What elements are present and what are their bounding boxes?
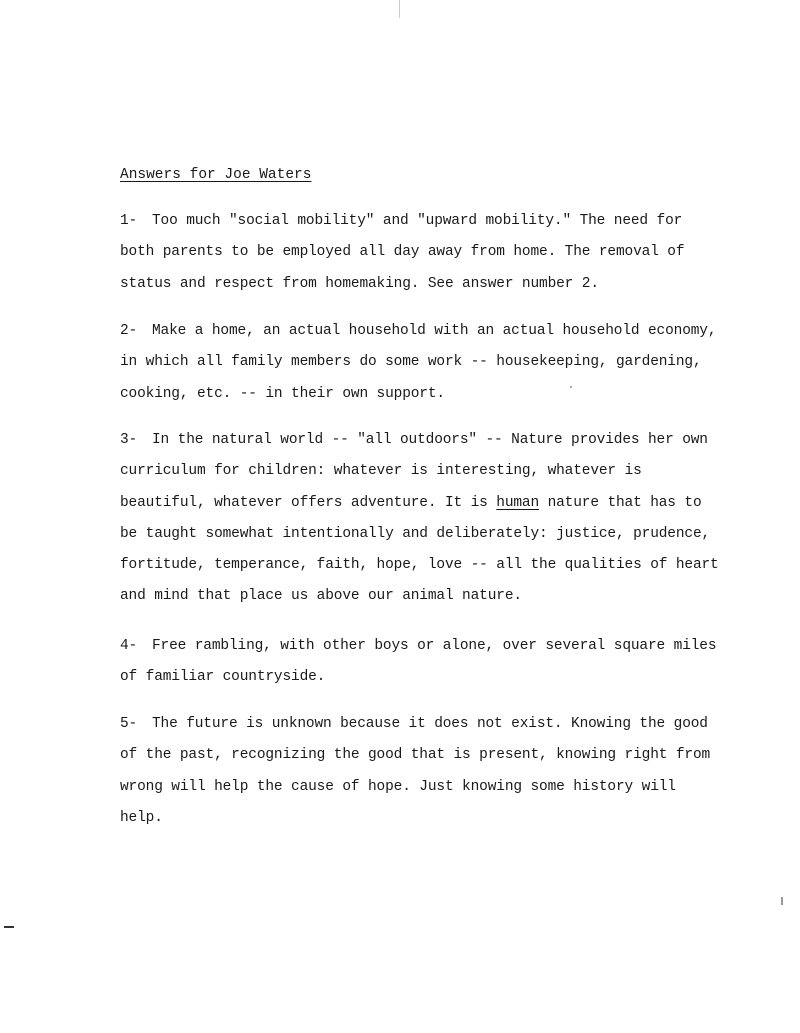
answer-number: 1- bbox=[120, 213, 138, 229]
answer-1 bbox=[120, 206, 720, 300]
answer-5 bbox=[120, 709, 720, 834]
answer-text: Make a home, an actual household with an actual household economy, in which all family members do some work -- housekeeping, gardening, cooking, etc. -- in their own support. bbox=[120, 323, 717, 402]
answer-text-after: nature that has to be taught somewhat intentionally and deliberately: justice, prudence, fortitude, temperance, faith, hope, love -- all the qualities of heart and mind that place us above our animal nature. bbox=[120, 494, 719, 605]
answer-number: 3- bbox=[120, 432, 138, 448]
answer-2 bbox=[120, 316, 720, 410]
answer-text: Free rambling, with other boys or alone, over several square miles of familiar countryside. bbox=[120, 638, 717, 686]
answer-text-before: In the natural world -- "all outdoors" -- Nature provides her own curriculum for children: whatever is interesting, whatever is beautiful, whatever offers adventure. It is bbox=[120, 432, 708, 511]
answer-number: 5- bbox=[120, 716, 138, 732]
answer-emphasis: human bbox=[496, 494, 540, 511]
answer-number: 2- bbox=[120, 323, 138, 339]
scan-mark-top bbox=[399, 0, 400, 18]
scan-mark-left bbox=[4, 926, 14, 928]
answer-number: 4- bbox=[120, 638, 138, 654]
answer-3 bbox=[120, 425, 720, 613]
answer-4 bbox=[120, 631, 720, 694]
document-title: Answers for Joe Waters bbox=[120, 167, 312, 183]
scan-mark-right bbox=[781, 897, 783, 905]
answer-text: Too much "social mobility" and "upward mobility." The need for both parents to be employed all day away from home. The removal of status and respect from homemaking. See answer number 2. bbox=[120, 213, 685, 292]
answer-text: The future is unknown because it does not exist. Knowing the good of the past, recognizing the good that is present, knowing right from wrong will help the cause of hope. Just knowing some history will help. bbox=[120, 716, 711, 826]
